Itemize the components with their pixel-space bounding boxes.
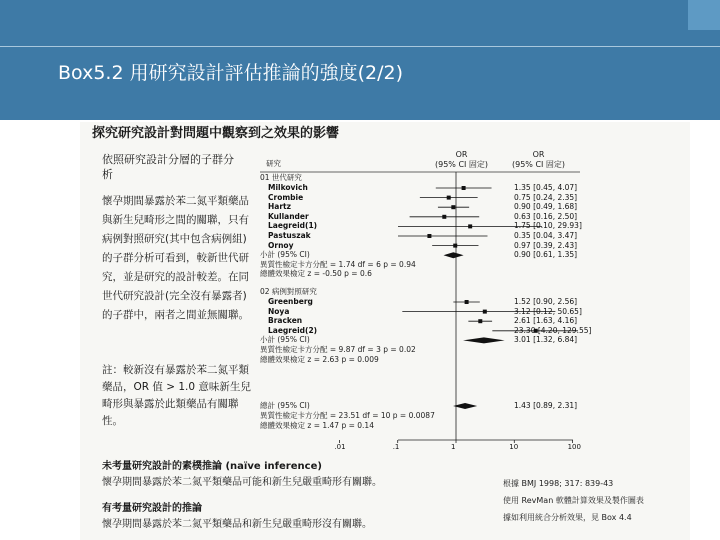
heterogeneity-stat: 總體效果檢定 z = 2.63 p = 0.009 <box>260 354 379 364</box>
study-name: Milkovich <box>268 183 308 192</box>
subtotal-label: 小計 (95% CI) <box>260 250 310 260</box>
footnote-naive-text: 懷孕期間暴露於苯二氮平類藥品可能和新生兒嚴重畸形有關聯。 <box>102 477 382 488</box>
study-name: Bracken <box>268 316 303 326</box>
heterogeneity-stat: 異質性檢定卡方分配 = 9.87 df = 3 p = 0.02 <box>260 345 416 354</box>
axis-tick-label: 100 <box>567 443 581 451</box>
axis-tick-label: .01 <box>334 443 346 451</box>
heterogeneity-stat: 異質性檢定卡方分配 = 1.74 df = 6 p = 0.94 <box>260 259 416 269</box>
study-or: 1.52 [0.90, 2.56] <box>514 297 578 306</box>
study-point <box>451 205 455 209</box>
slide-title: Box5.2 用研究設計評估推論的強度(2/2) <box>58 62 403 84</box>
study-or: 1.35 [0.45, 4.07] <box>514 183 578 192</box>
study-or: 1.75 [0.10, 29.93] <box>514 221 582 231</box>
study-name: Kullander <box>268 211 309 221</box>
study-point <box>447 196 451 200</box>
subtotal-or: 0.90 [0.61, 1.35] <box>514 250 578 260</box>
study-point <box>453 244 457 248</box>
study-point <box>478 319 482 323</box>
subtotal-diamond <box>463 337 505 343</box>
study-point <box>468 224 472 228</box>
study-or: 2.61 [1.63, 4.16] <box>514 316 578 326</box>
study-point <box>483 310 487 314</box>
axis-tick-label: 10 <box>509 443 519 451</box>
group-label: 01 世代研究 <box>260 173 302 182</box>
study-or: 3.12 [0.12, 50.65] <box>514 306 582 316</box>
total-diamond <box>453 403 477 409</box>
total-or: 1.43 [0.89, 2.31] <box>514 401 578 410</box>
study-name: Noya <box>268 306 290 316</box>
forest-plot <box>80 122 690 452</box>
figure-title: 探究研究設計對問題中觀察到之效果的影響 <box>92 126 340 141</box>
header-accent-block <box>688 0 720 30</box>
study-point <box>465 300 469 304</box>
study-or: 0.90 [0.49, 1.68] <box>514 202 578 212</box>
column-or-ci: OR (95% CI 固定) <box>435 150 489 169</box>
left-explanation: 懷孕期間暴露於苯二氮平類藥品與新生兒畸形之間的關聯，只有病例對照研究(其中包含病例組)的子群分析可看到，較新世代研究，並是研究的設計較差。在同世代研究設計(完全沒有暴露者)的子群中，兩者之間並無關聯。 <box>102 195 249 321</box>
header-rule <box>0 46 720 47</box>
total-label: 總計 (95% CI) <box>260 401 310 410</box>
study-or: 0.63 [0.16, 2.50] <box>514 211 578 221</box>
column-or-weight: OR (95% CI 固定) <box>512 150 566 169</box>
study-name: Pastuszak <box>268 231 311 240</box>
study-name: Crombie <box>268 192 304 202</box>
study-or: 0.75 [0.24, 2.35] <box>514 192 578 202</box>
reference-line-1: 根據 BMJ 1998; 317: 839-43 <box>503 479 614 488</box>
study-point <box>427 234 431 238</box>
left-note: 註：較新沒有暴露於苯二氮平類藥品，OR 值 > 1.0 意味新生兒畸形與暴露於此類藥品有關聯性。 <box>102 364 251 427</box>
axis-tick-label: .1 <box>392 443 400 451</box>
study-name: Ornoy <box>268 240 294 250</box>
study-name: Greenberg <box>268 297 313 306</box>
subgroup-heading: 依照研究設計分層的子群分析 <box>102 153 234 181</box>
scanned-figure <box>80 122 690 540</box>
group-label: 02 病例對照研究 <box>260 287 317 296</box>
footnote-design-title: 有考量研究設計的推論 <box>102 503 202 514</box>
study-name: Hartz <box>268 202 291 212</box>
footnote-design-text: 懷孕期間暴露於苯二氮平類藥品和新生兒嚴重畸形沒有關聯。 <box>102 519 372 530</box>
study-point <box>462 186 466 190</box>
axis-tick-label: 1 <box>451 443 456 451</box>
title-bar <box>0 0 720 120</box>
study-name: Laegreid(1) <box>268 221 318 231</box>
study-name: Laegreid(2) <box>268 325 318 335</box>
footnote-naive-title: 未考量研究設計的素樸推論 (naïve inference) <box>102 461 322 472</box>
column-study: 研究 <box>266 159 281 168</box>
total-stat: 異質性檢定卡方分配 = 23.51 df = 10 p = 0.0087 <box>260 411 435 420</box>
heterogeneity-stat: 總體效果檢定 z = -0.50 p = 0.6 <box>260 269 372 279</box>
subtotal-or: 3.01 [1.32, 6.84] <box>514 335 578 345</box>
study-or: 0.35 [0.04, 3.47] <box>514 231 578 240</box>
study-or: 23.30 [4.20, 129.55] <box>514 325 592 335</box>
study-or: 0.97 [0.39, 2.43] <box>514 240 578 250</box>
reference-line-3: 據如利用統合分析效果，見 Box 4.4 <box>503 513 632 522</box>
subtotal-label: 小計 (95% CI) <box>260 335 310 345</box>
reference-line-2: 使用 RevMan 軟體計算效果及製作圖表 <box>503 496 644 505</box>
subtotal-diamond <box>443 252 463 258</box>
total-stat: 總體效果檢定 z = 1.47 p = 0.14 <box>260 420 374 430</box>
study-point <box>442 215 446 219</box>
